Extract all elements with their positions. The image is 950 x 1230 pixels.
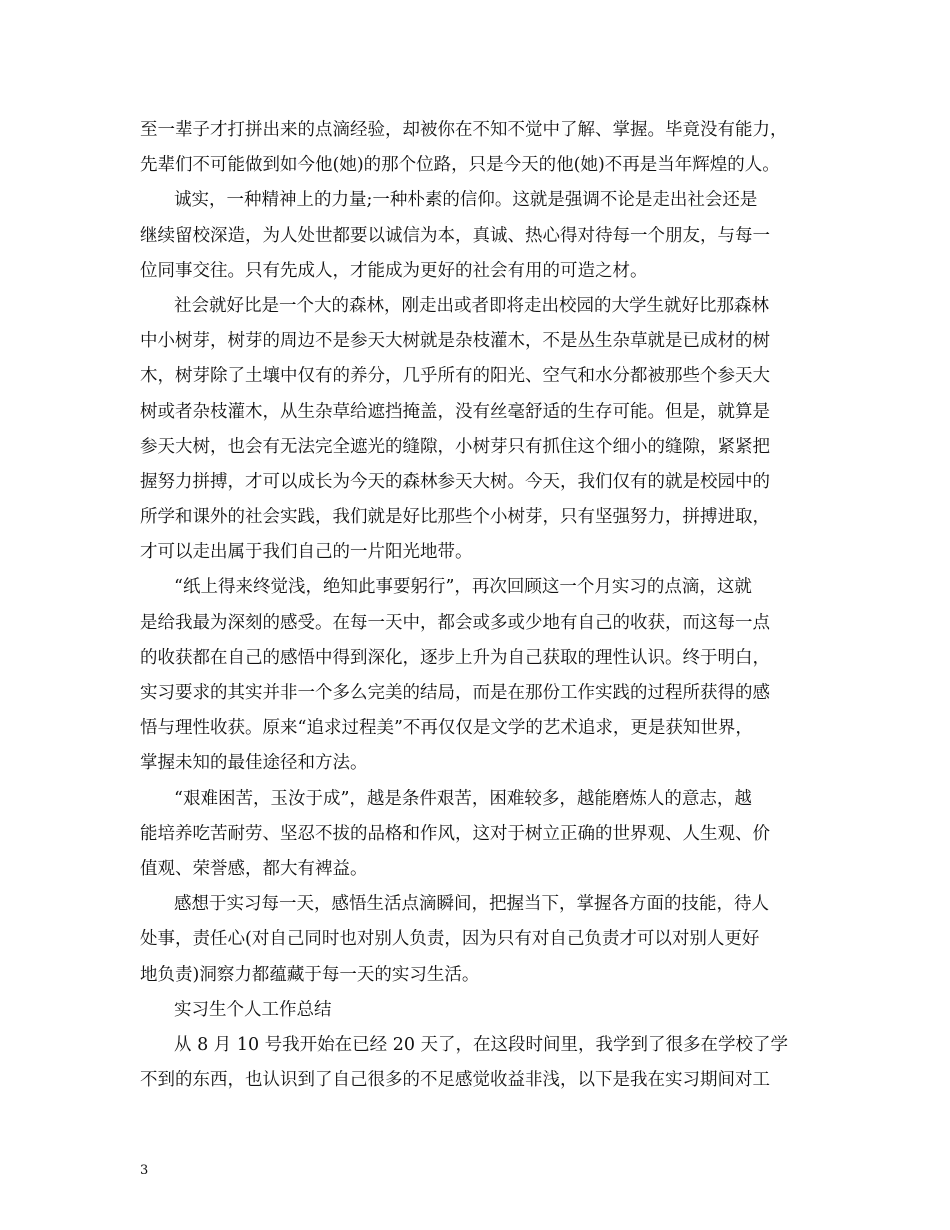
- text-line: 是给我最为深刻的感受。在每一天中，都会或多或少地有自己的收获，而这每一点: [140, 612, 770, 633]
- text-line: 握努力拼搏，才可以成长为今天的森林参天大树。今天，我们仅有的就是校园中的: [140, 471, 770, 492]
- text-line: 木，树芽除了土壤中仅有的养分，几乎所有的阳光、空气和水分都被那些个参天大: [140, 366, 770, 387]
- text-line: 掌握未知的最佳途径和方法。: [140, 753, 368, 774]
- text-line: 先辈们不可能做到如今他(她)的那个位路，只是今天的他(她)不再是当年辉煌的人。: [140, 155, 780, 176]
- text-line: 至一辈子才打拼出来的点滴经验，却被你在不知不觉中了解、掌握。毕竟没有能力，: [140, 120, 788, 140]
- text-line: 参天大树，也会有无法完全遮光的缝隙，小树芽只有抓住这个细小的缝隙，紧紧把: [140, 436, 770, 457]
- text-line: 实习生个人工作总结: [174, 999, 332, 1020]
- text-line: 才可以走出属于我们自己的一片阳光地带。: [140, 542, 473, 563]
- text-line: “纸上得来终觉浅，绝知此事要躬行”，再次回顾这一个月实习的点滴，这就: [174, 577, 752, 598]
- text-line: 中小树芽，树芽的周边不是参天大树就是杂枝灌木，不是丛生杂草就是已成材的树: [140, 331, 770, 352]
- text-line: 诚实，一种精神上的力量;一种朴素的信仰。这就是强调不论是走出社会还是: [174, 190, 758, 211]
- text-line: “艰难困苦，玉汝于成”，越是条件艰苦，困难较多，越能磨炼人的意志，越: [174, 788, 752, 809]
- text-line: 地负责)洞察力都蕴藏于每一天的实习生活。: [140, 964, 480, 985]
- text-line: 实习要求的其实并非一个多么完美的结局，而是在那份工作实践的过程所获得的感: [140, 683, 770, 703]
- text-line: 悟与理性收获。原来“追求过程美”不再仅仅是文学的艺术追求，更是获知世界，: [140, 718, 753, 739]
- page-number: 3: [140, 1163, 149, 1178]
- text-line: 感想于实习每一天，感悟生活点滴瞬间，把握当下，掌握各方面的技能，待人: [174, 894, 769, 915]
- text-line: 处事，责任心(对自己同时也对别人负责，因为只有对自己负责才可以对别人更好: [140, 929, 760, 950]
- text-line: 不到的东西，也认识到了自己很多的不足感觉收益非浅，以下是我在实习期间对工: [140, 1070, 770, 1091]
- document-body: [140, 113, 812, 1098]
- text-line: 能培养吃苦耐劳、坚忍不拔的品格和作风，这对于树立正确的世界观、人生观、价: [140, 823, 770, 844]
- text-line: 从 8 月 10 号我开始在已经 20 天了，在这段时间里，我学到了很多在学校了学: [174, 1034, 789, 1055]
- text-line: 位同事交往。只有先成人，才能成为更好的社会有用的可造之材。: [140, 260, 648, 281]
- text-line: 的收获都在自己的感悟中得到深化，逐步上升为自己获取的理性认识。终于明白，: [140, 647, 770, 668]
- text-line: 继续留校深造，为人处世都要以诚信为本，真诚、热心得对待每一个朋友，与每一: [140, 225, 770, 246]
- text-line: 值观、荣誉感，都大有裨益。: [140, 858, 368, 879]
- text-line: 所学和课外的社会实践，我们就是好比那些个小树芽，只有坚强努力，拼搏进取，: [140, 507, 770, 528]
- text-line: 树或者杂枝灌木，从生杂草给遮挡掩盖，没有丝毫舒适的生存可能。但是，就算是: [140, 401, 770, 422]
- text-line: 社会就好比是一个大的森林，刚走出或者即将走出校园的大学生就好比那森林: [174, 295, 769, 316]
